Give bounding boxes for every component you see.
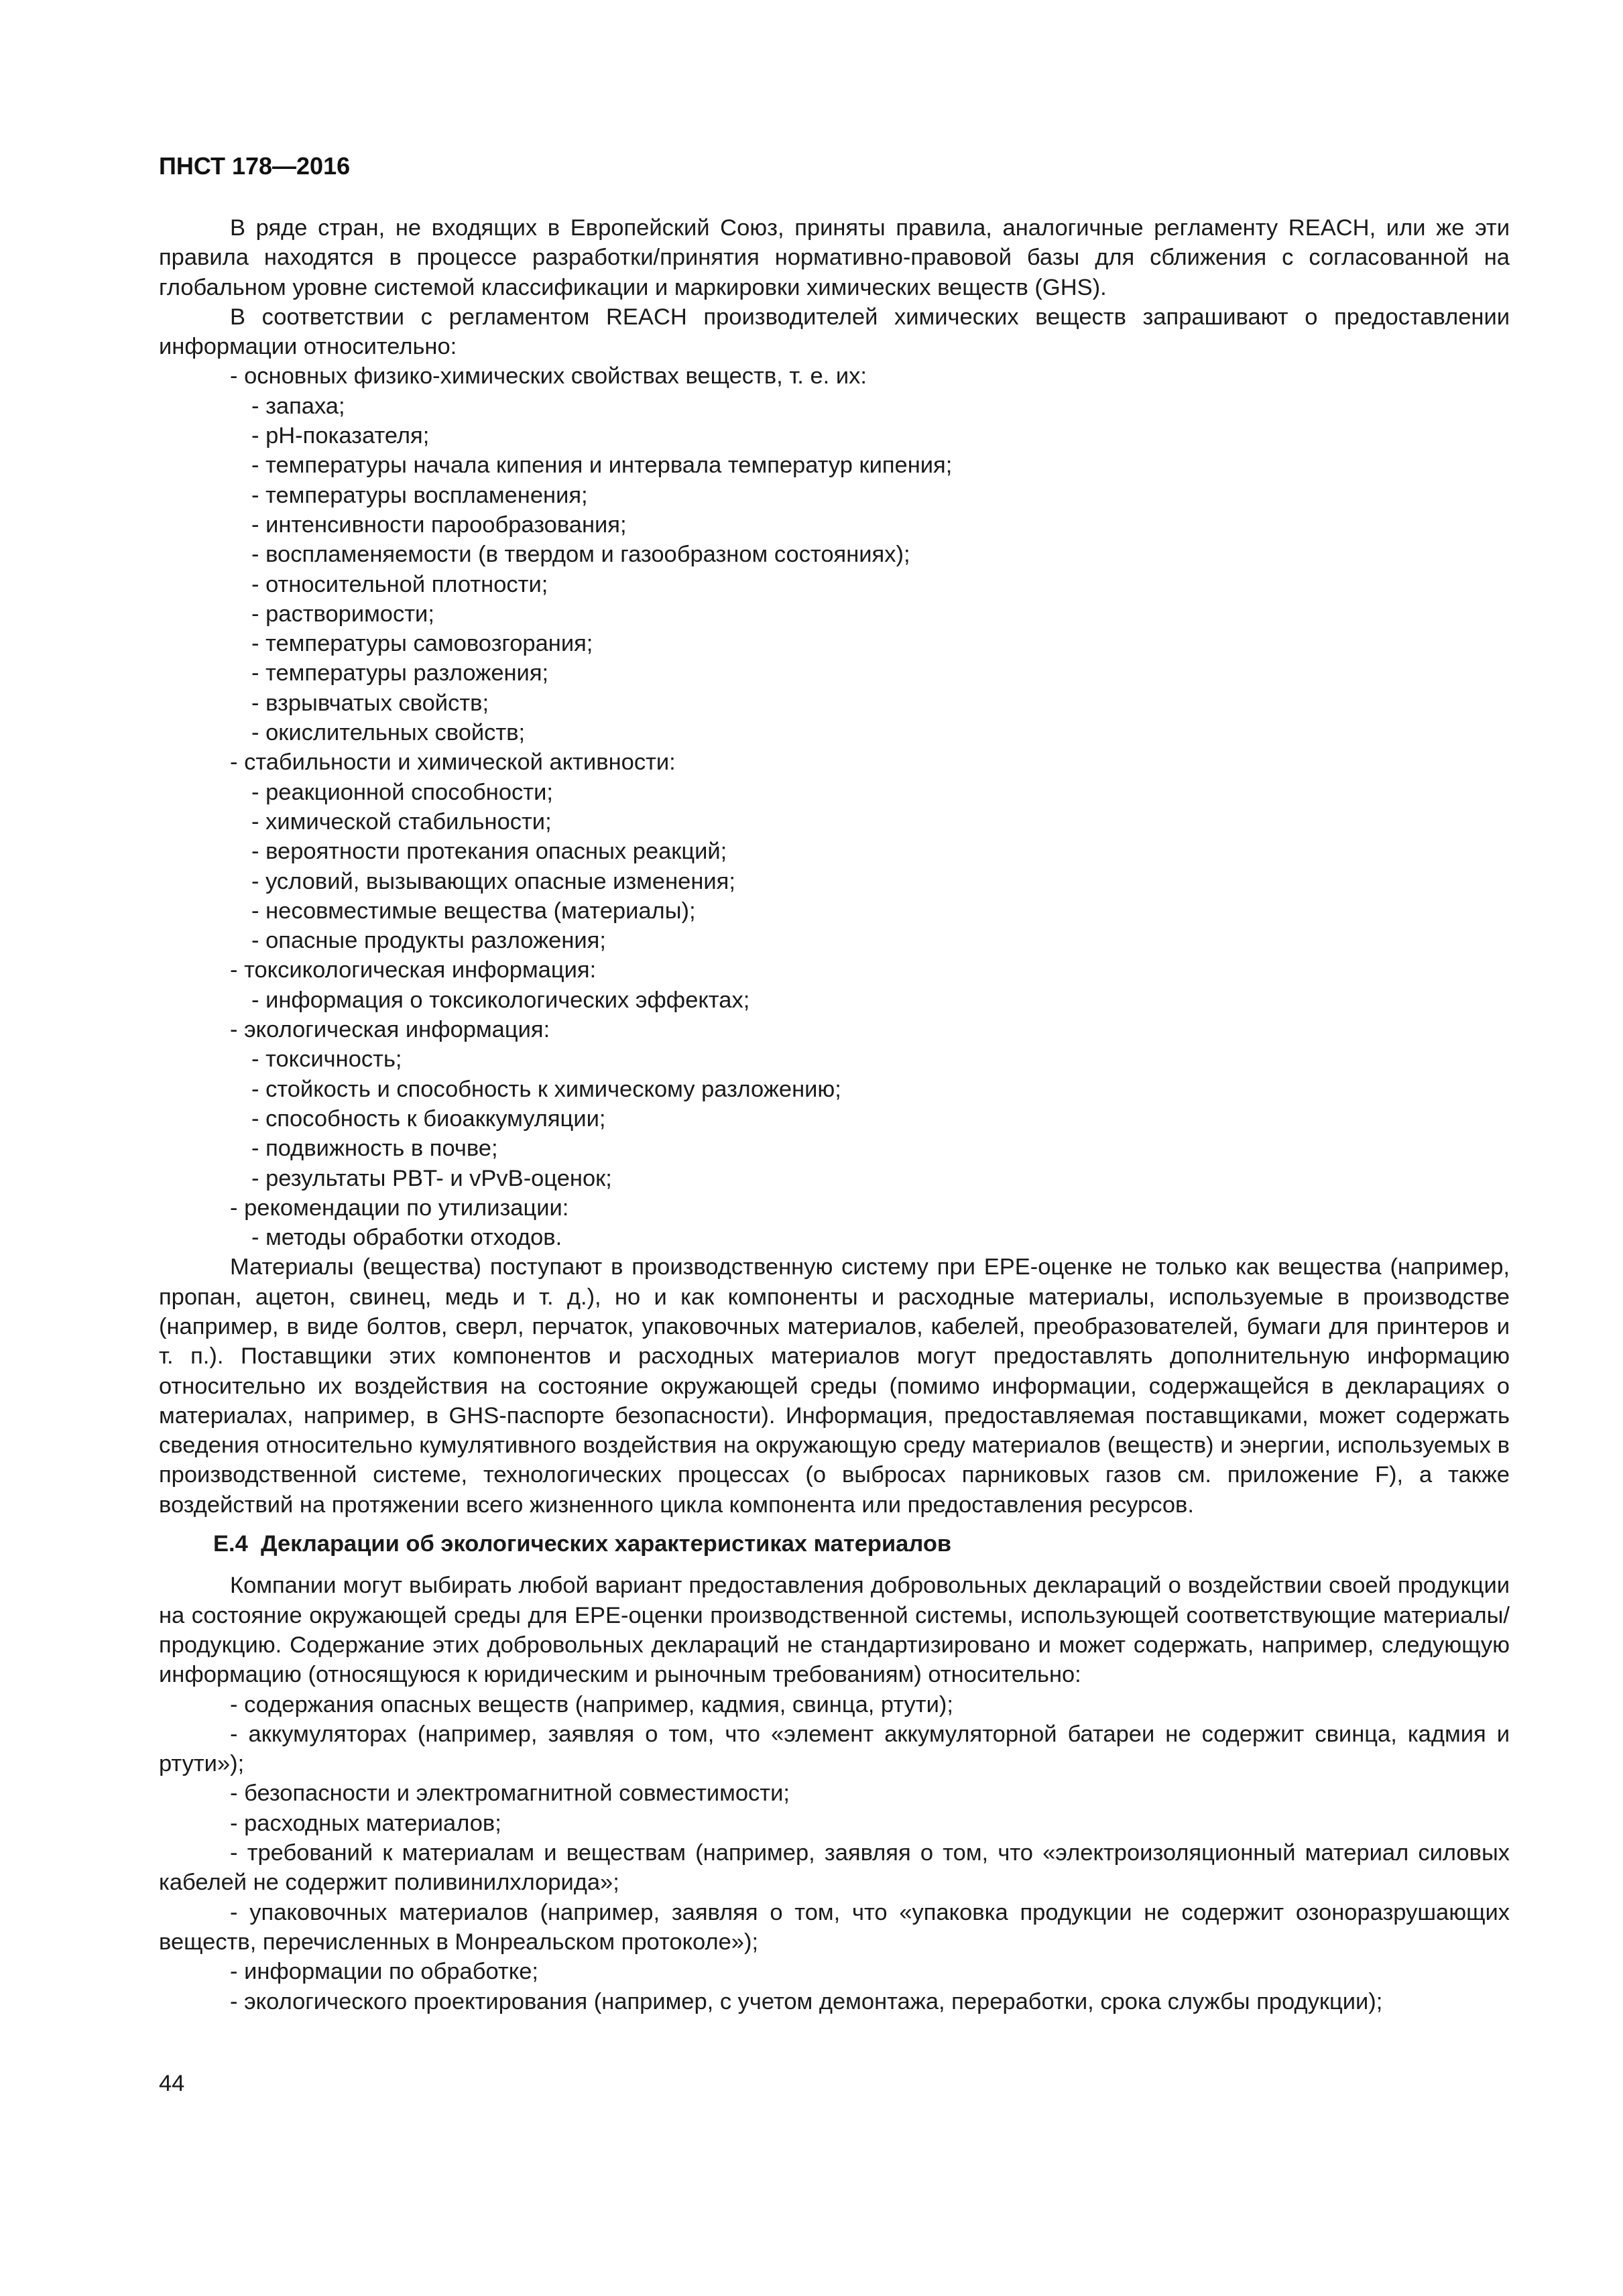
list-item: - вероятности протекания опасных реакций; (251, 839, 727, 865)
list-item: - подвижность в почве; (251, 1136, 498, 1162)
list-item: - температуры начала кипения и интервала температур кипения; (251, 452, 953, 479)
reach-information-list (159, 361, 1510, 1252)
list-item: - способность к биоаккумуляции; (251, 1105, 606, 1132)
list-item: - температуры самовозгорания; (251, 631, 593, 657)
list-item: - безопасности и электромагнитной совместимости; (230, 1780, 790, 1807)
list-item: - расходных материалов; (230, 1810, 501, 1836)
declaration-content-list (159, 1690, 1510, 2016)
list-item: - токсичность; (251, 1046, 402, 1073)
document-body (159, 213, 1510, 2016)
list-item: - запаха; (251, 393, 345, 419)
list-item: - методы обработки отходов. (251, 1225, 562, 1251)
list-item: - химической стабильности; (251, 808, 552, 835)
list-item: - стойкость и способность к химическому разложению; (251, 1076, 841, 1102)
list-item: - несовместимые вещества (материалы); (251, 898, 696, 924)
section-heading-e4 (159, 1529, 1510, 1559)
list-item: - упаковочных материалов (например, заявляя о том, что «упаковка продукции не содержит озоноразрушающих веществ, перечисленных в Монреальском протоколе»); (159, 1899, 1510, 1955)
list-item: - стабильности и химической активности: (230, 749, 676, 776)
list-item: - воспламеняемости (в твердом и газообразном состояниях); (251, 542, 910, 568)
paragraph-non-eu-countries: В ряде стран, не входящих в Европейский Союз, приняты правила, аналогичные регламенту REACH, или же эти правила находятся в процессе разработки/принятия нормативно-правовой базы для сближения с согласованной на глобальном уровне системой классификации и маркировки химических веществ (GHS). (159, 215, 1510, 300)
section-title: Декларации об экологических характеристиках материалов (260, 1531, 952, 1557)
list-item: - основных физико-химических свойствах веществ, т. е. их: (230, 363, 867, 389)
list-item: - температуры воспламенения; (251, 482, 588, 508)
list-item: - реакционной способности; (251, 779, 553, 805)
document-page (159, 0, 1510, 2296)
page-number: 44 (159, 2071, 185, 2096)
list-item: - результаты PBT- и vPvB-оценок; (251, 1165, 612, 1191)
list-item: - растворимости; (251, 601, 434, 627)
section-number: E.4 (213, 1531, 248, 1557)
list-item: - экологического проектирования (например, с учетом демонтажа, переработки, срока службы продукции); (230, 1988, 1383, 2014)
list-item: - информации по обработке; (230, 1959, 538, 1985)
list-item: - условий, вызывающих опасные изменения; (251, 868, 735, 894)
paragraph-voluntary-declarations: Компании могут выбирать любой вариант предоставления добровольных деклараций о воздействии своей продукции на состояние окружающей среды для EPE-оценки производственной системы, использующей соответствующие материалы/продукцию. Содержание этих добровольных деклараций не стандартизировано и может содержать, например, следующую информацию (относящуюся к юридическим и рыночным требованиям) относительно: (159, 1573, 1510, 1688)
paragraph-reach-request: В соответствии с регламентом REACH производителей химических веществ запрашивают о предоставлении информации относительно: (159, 304, 1510, 360)
list-item: - содержания опасных веществ (например, кадмия, свинца, ртути); (230, 1691, 953, 1717)
list-item: - требований к материалам и веществам (например, заявляя о том, что «электроизоляционный материал силовых кабелей не содержит поливинилхлорида»; (159, 1840, 1510, 1896)
list-item: - опасные продукты разложения; (251, 928, 606, 954)
list-item: - температуры разложения; (251, 660, 549, 686)
list-item: - взрывчатых свойств; (251, 690, 489, 716)
list-item: - экологическая информация: (230, 1017, 550, 1043)
list-item: - информация о токсикологических эффектах; (251, 987, 750, 1013)
document-id-header: ПНСТ 178—2016 (159, 152, 351, 180)
list-item: - аккумуляторах (например, заявляя о том, что «элемент аккумуляторной батареи не содержит свинца, кадмия и ртути»); (159, 1721, 1510, 1777)
list-item: - относительной плотности; (251, 571, 548, 597)
list-item: - pH-показателя; (251, 423, 430, 449)
list-item: - интенсивности парообразования; (251, 511, 627, 538)
paragraph-materials-input: Материалы (вещества) поступают в производственную систему при EPE-оценке не только как вещества (например, пропан, ацетон, свинец, медь и т. д.), но и как компоненты и расходные материалы, используемые в производстве (например, в виде болтов, сверл, перчаток, упаковочных материалов, кабелей, преобразователей, бумаги для принтеров и т. п.). Поставщики этих компонентов и расходных материалов могут предоставлять дополнительную информацию относительно их воздействия на состояние окружающей среды (помимо информации, содержащейся в декларациях о материалах, например, в GHS-паспорте безопасности). Информация, предоставляемая поставщиками, может содержать сведения относительно кумулятивного воздействия на окружающую среду материалов (веществ) и энергии, используемых в производственной системе, технологических процессах (о выбросах парниковых газов см. приложение F), а также воздействий на протяжении всего жизненного цикла компонента или предоставления ресурсов. (159, 1254, 1510, 1518)
list-item: - окислительных свойств; (251, 720, 526, 746)
list-item: - рекомендации по утилизации: (230, 1195, 569, 1221)
list-item: - токсикологическая информация: (230, 957, 597, 983)
